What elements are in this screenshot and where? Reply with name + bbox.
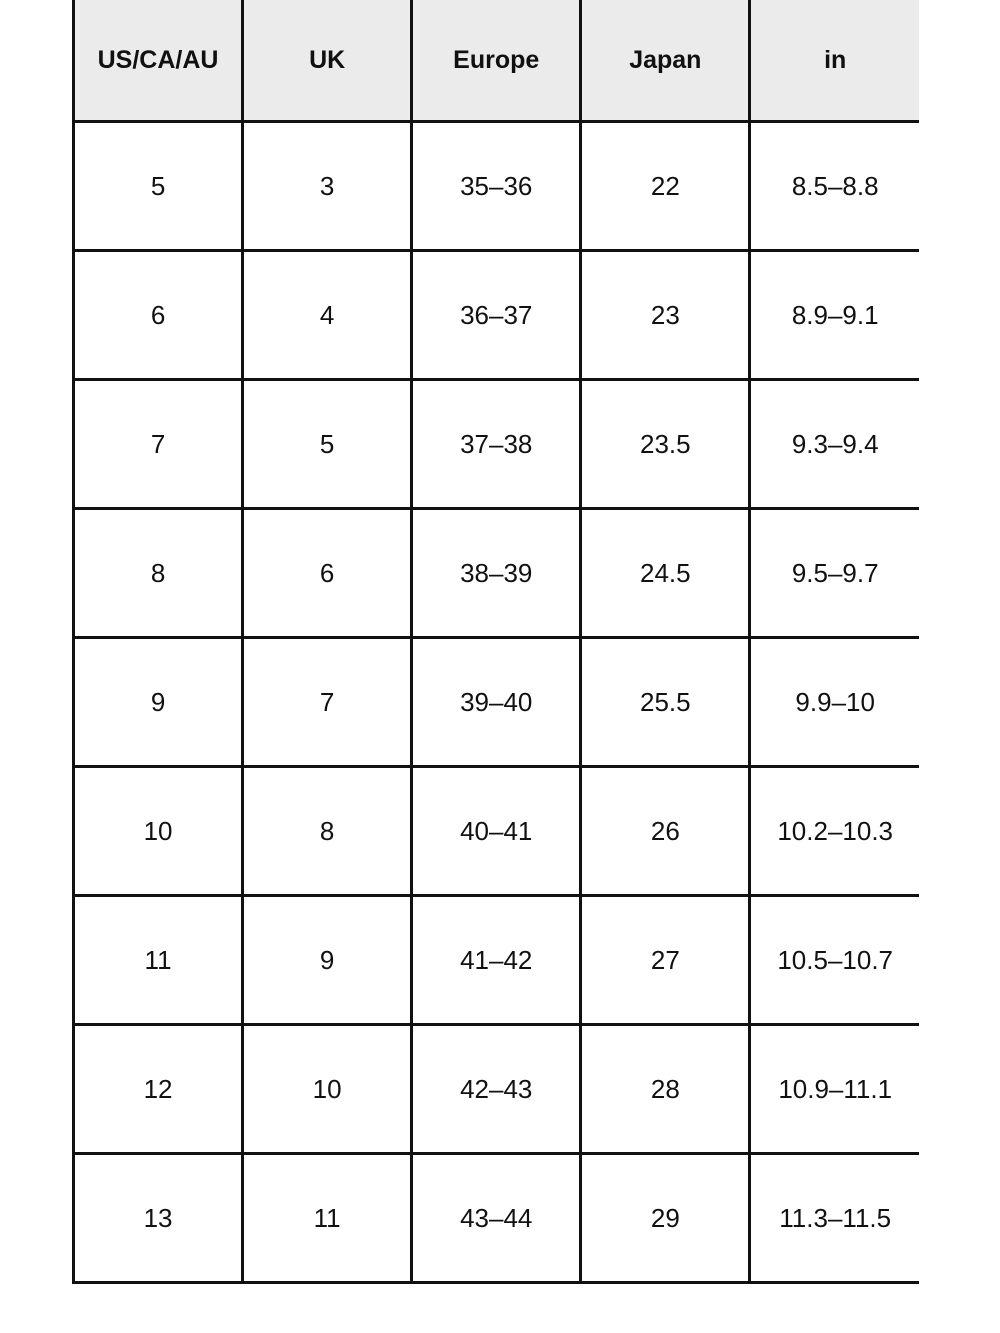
cell-us-ca-au: 5: [74, 122, 243, 251]
cell-europe: 42–43: [412, 1025, 581, 1154]
cell-japan: 23.5: [581, 380, 750, 509]
cell-us-ca-au: 9: [74, 638, 243, 767]
cell-uk: 6: [243, 509, 412, 638]
cell-japan: 22: [581, 122, 750, 251]
column-header-us-ca-au: US/CA/AU: [74, 0, 243, 122]
cell-inches: 10.2–10.3: [750, 767, 919, 896]
cell-inches: 9.5–9.7: [750, 509, 919, 638]
cell-inches: 8.5–8.8: [750, 122, 919, 251]
cell-us-ca-au: 8: [74, 509, 243, 638]
cell-europe: 39–40: [412, 638, 581, 767]
table-row: [74, 767, 920, 896]
cell-europe: 41–42: [412, 896, 581, 1025]
column-header-inches: in: [750, 0, 919, 122]
cell-europe: 40–41: [412, 767, 581, 896]
cell-japan: 23: [581, 251, 750, 380]
cell-us-ca-au: 7: [74, 380, 243, 509]
column-header-japan: Japan: [581, 0, 750, 122]
size-chart-header: [74, 0, 920, 122]
cell-inches: 11.3–11.5: [750, 1154, 919, 1283]
cell-uk: 5: [243, 380, 412, 509]
cell-us-ca-au: 10: [74, 767, 243, 896]
cell-uk: 8: [243, 767, 412, 896]
column-header-europe: Europe: [412, 0, 581, 122]
cell-inches: 9.3–9.4: [750, 380, 919, 509]
cell-inches: 8.9–9.1: [750, 251, 919, 380]
table-row: [74, 122, 920, 251]
table-row: [74, 509, 920, 638]
cell-uk: 10: [243, 1025, 412, 1154]
cell-inches: 9.9–10: [750, 638, 919, 767]
cell-inches: 10.9–11.1: [750, 1025, 919, 1154]
cell-japan: 26: [581, 767, 750, 896]
cell-europe: 43–44: [412, 1154, 581, 1283]
cell-europe: 36–37: [412, 251, 581, 380]
cell-japan: 25.5: [581, 638, 750, 767]
cell-europe: 37–38: [412, 380, 581, 509]
cell-uk: 7: [243, 638, 412, 767]
cell-us-ca-au: 12: [74, 1025, 243, 1154]
table-row: [74, 380, 920, 509]
column-header-uk: UK: [243, 0, 412, 122]
size-chart-table: [72, 0, 919, 1284]
table-row: [74, 251, 920, 380]
cell-uk: 3: [243, 122, 412, 251]
header-row: [74, 0, 920, 122]
cell-inches: 10.5–10.7: [750, 896, 919, 1025]
cell-uk: 11: [243, 1154, 412, 1283]
cell-us-ca-au: 13: [74, 1154, 243, 1283]
table-row: [74, 1154, 920, 1283]
cell-us-ca-au: 6: [74, 251, 243, 380]
cell-japan: 27: [581, 896, 750, 1025]
cell-uk: 9: [243, 896, 412, 1025]
table-row: [74, 638, 920, 767]
table-row: [74, 1025, 920, 1154]
cell-us-ca-au: 11: [74, 896, 243, 1025]
cell-japan: 24.5: [581, 509, 750, 638]
size-chart-body: [74, 122, 920, 1283]
cell-uk: 4: [243, 251, 412, 380]
cell-europe: 38–39: [412, 509, 581, 638]
cell-japan: 29: [581, 1154, 750, 1283]
cell-japan: 28: [581, 1025, 750, 1154]
cell-europe: 35–36: [412, 122, 581, 251]
table-row: [74, 896, 920, 1025]
